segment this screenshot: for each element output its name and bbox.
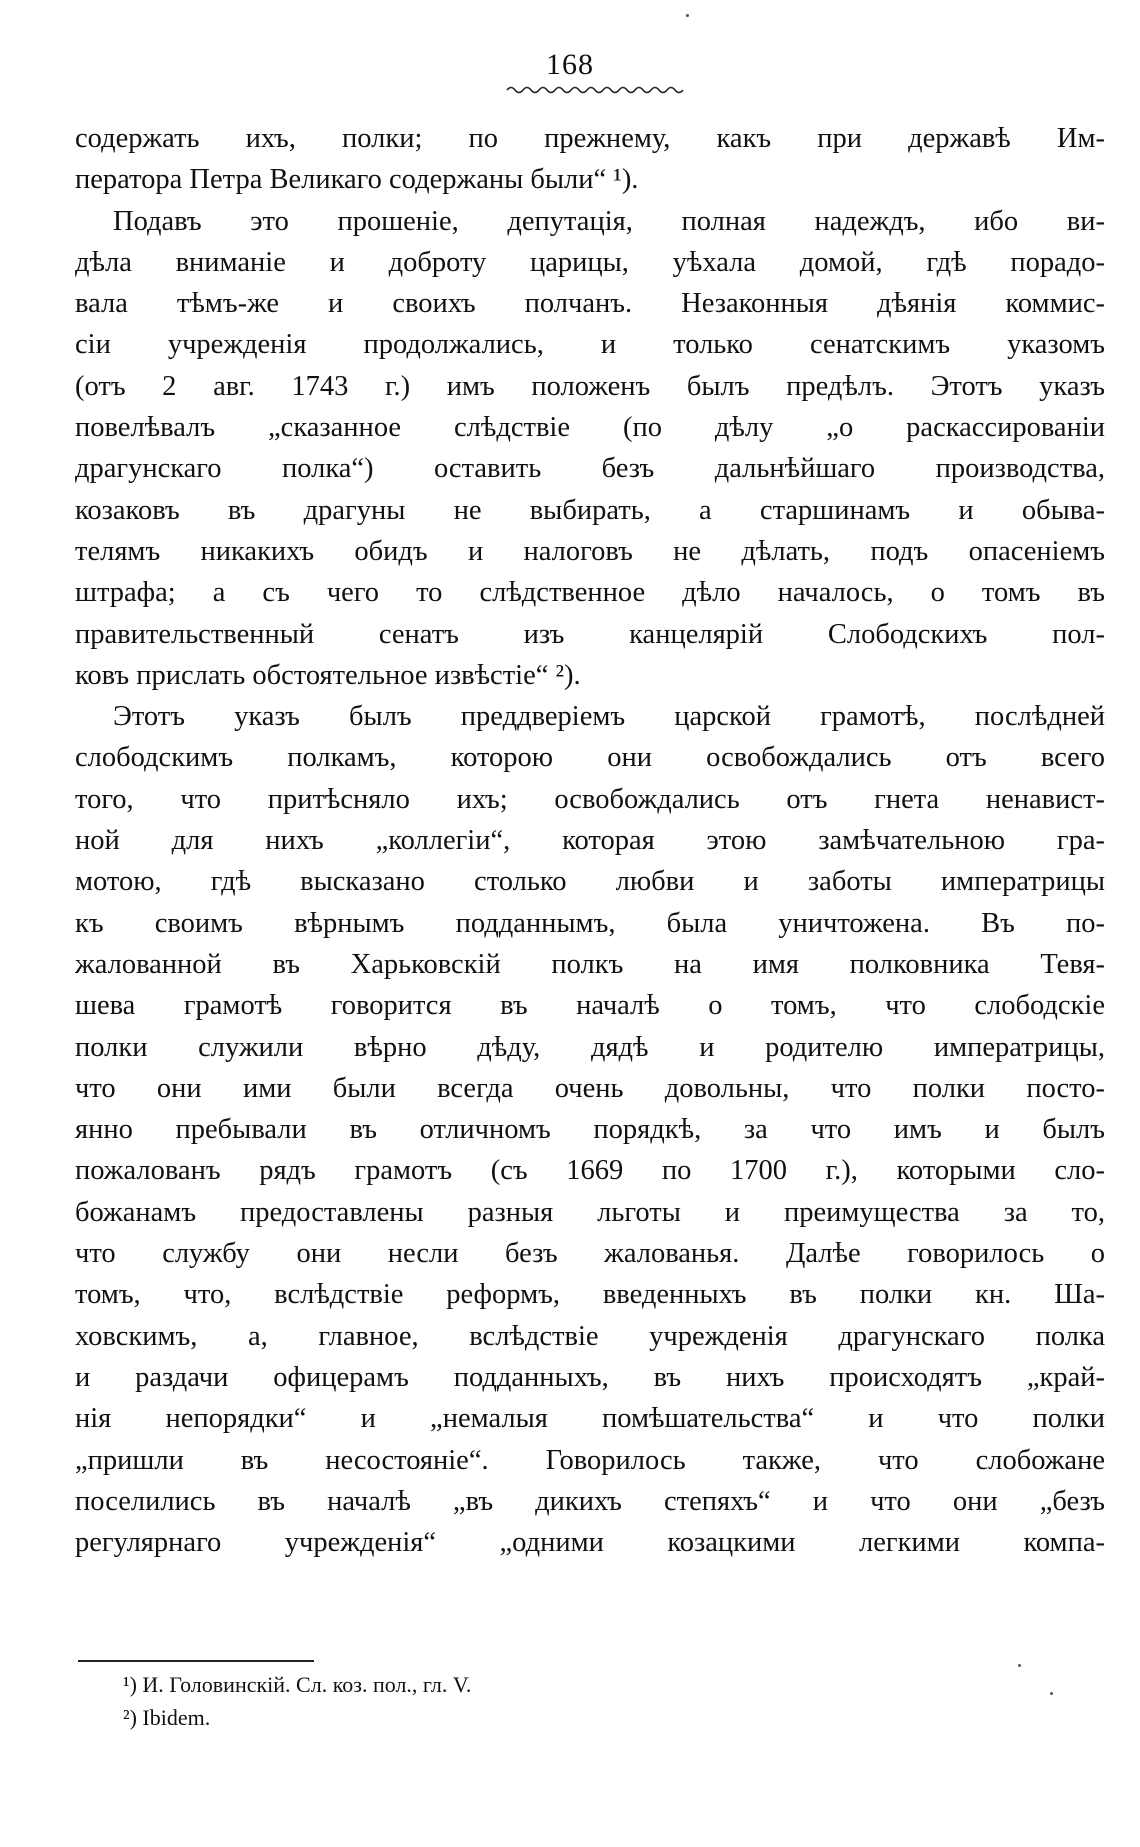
text-line: къ своимъ вѣрнымъ подданнымъ, была уничтожена. Въ по- <box>75 907 1105 939</box>
text-line: козаковъ въ драгуны не выбирать, а старшинамъ и обыва- <box>75 494 1105 526</box>
paper-speck <box>1050 1692 1053 1695</box>
page-number: 168 <box>546 48 594 81</box>
footnote-divider <box>78 1660 314 1662</box>
text-line: Этотъ указъ былъ преддверіемъ царской грамотѣ, послѣдней <box>113 701 1105 733</box>
text-line: ховскимъ, а, главное, вслѣдствіе учрежденія драгунскаго полка <box>75 1320 1105 1352</box>
text-line: Подавъ это прошеніе, депутація, полная надеждъ, ибо ви- <box>113 205 1105 237</box>
text-line: слободскимъ полкамъ, которою они освобождались отъ всего <box>75 742 1105 774</box>
text-line: дѣла вниманіе и доброту царицы, уѣхала домой, гдѣ порадо- <box>75 246 1105 278</box>
text-line: божанамъ предоставлены разныя льготы и преимущества за то, <box>75 1196 1105 1228</box>
text-line: поселились въ началѣ „въ дикихъ степяхъ“ и что они „безъ <box>75 1485 1105 1517</box>
text-line: пожалованъ рядъ грамотъ (съ 1669 по 1700 г.), которыми сло- <box>75 1155 1105 1187</box>
text-line: что службу они несли безъ жалованья. Далѣе говорилось о <box>75 1238 1105 1270</box>
text-line: жалованной въ Харьковскій полкъ на имя полковника Тевя- <box>75 948 1105 980</box>
text-line: штрафа; а съ чего то слѣдственное дѣло началось, о томъ въ <box>75 577 1105 609</box>
text-line: что они ими были всегда очень довольны, что полки посто- <box>75 1072 1105 1104</box>
text-line: мотою, гдѣ высказано столько любви и заботы императрицы <box>75 866 1105 898</box>
text-line: повелѣвалъ „сказанное слѣдствіе (по дѣлу „о раскассированіи <box>75 412 1105 444</box>
text-line: ператора Петра Великаго содержаны были“ ¹). <box>75 164 639 196</box>
text-line: вала тѣмъ-же и своихъ полчанъ. Незаконныя дѣянія коммис- <box>75 288 1105 320</box>
text-line: (отъ 2 авг. 1743 г.) имъ положенъ былъ предѣлъ. Этотъ указъ <box>75 370 1105 402</box>
text-line: ковъ прислать обстоятельное извѣстіе“ ²). <box>75 659 581 691</box>
paper-speck <box>686 14 689 17</box>
body-text <box>75 118 1105 1563</box>
text-line: нія непорядки“ и „немалыя помѣшательства“ и что полки <box>75 1403 1105 1435</box>
text-line: драгунскаго полка“) оставить безъ дальнѣйшаго производства, <box>75 453 1105 485</box>
footnote-1: ¹) И. Головинскій. Сл. коз. пол., гл. V. <box>123 1672 472 1697</box>
wavy-rule-ornament <box>505 84 685 96</box>
text-line: регулярнаго учрежденія“ „одними козацкими легкими компа- <box>75 1527 1105 1559</box>
text-line: телямъ никакихъ обидъ и налоговъ не дѣлать, подъ опасеніемъ <box>75 535 1105 567</box>
text-line: янно пребывали въ отличномъ порядкѣ, за что имъ и былъ <box>75 1114 1105 1146</box>
text-line: сіи учрежденія продолжались, и только сенатскимъ указомъ <box>75 329 1105 361</box>
text-line: того, что притѣсняло ихъ; освобождались отъ гнета ненавист- <box>75 783 1105 815</box>
text-line: полки служили вѣрно дѣду, дядѣ и родителю императрицы, <box>75 1031 1105 1063</box>
paper-speck <box>1018 1664 1021 1667</box>
text-line: содержать ихъ, полки; по прежнему, какъ при державѣ Им- <box>75 123 1105 154</box>
text-line: шева грамотѣ говорится въ началѣ о томъ, что слободскіе <box>75 990 1105 1022</box>
footnote-2: ²) Ibidem. <box>123 1705 211 1730</box>
text-line: и раздачи офицерамъ подданныхъ, въ нихъ происходятъ „край- <box>75 1361 1105 1393</box>
text-line: ной для нихъ „коллегіи“, которая этою замѣчательною гра- <box>75 825 1105 857</box>
text-line: правительственный сенатъ изъ канцелярій Слободскихъ пол- <box>75 618 1105 650</box>
footnotes <box>123 1668 471 1734</box>
text-line: томъ, что, вслѣдствіе реформъ, введенныхъ въ полки кн. Ша- <box>75 1279 1105 1311</box>
text-line: „пришли въ несостояніе“. Говорилось также, что слобожане <box>75 1444 1105 1476</box>
